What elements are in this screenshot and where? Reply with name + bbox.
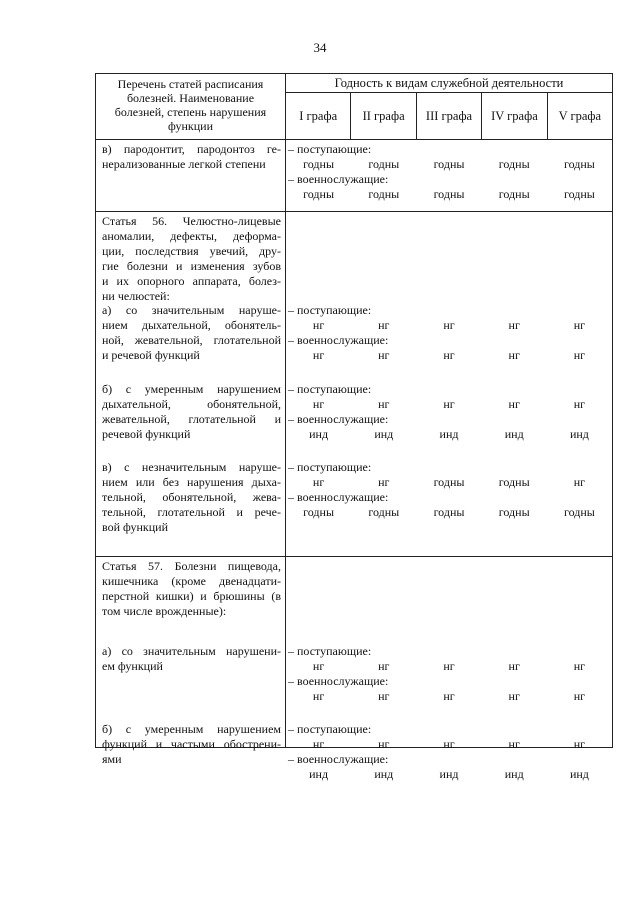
condition-line: нием или без нарушения дыха-: [102, 475, 281, 489]
column-header: V графа: [558, 108, 602, 123]
fitness-value: годны: [563, 187, 595, 201]
header-fitness: [286, 74, 612, 139]
condition-line: нерализованные легкой степени: [102, 157, 266, 171]
applicants-values: [286, 659, 612, 674]
fitness-value: нг: [508, 348, 520, 362]
applicants-label: – поступающие:: [288, 722, 372, 736]
condition-text: [102, 460, 281, 535]
fitness-value: нг: [378, 397, 390, 411]
header-left-line: Перечень статей расписания: [117, 77, 264, 91]
header-left-line: функции: [168, 119, 213, 133]
fitness-value: годны: [433, 475, 465, 489]
fitness-value: годны: [433, 157, 465, 171]
column-header: III графа: [417, 93, 482, 139]
applicants-values: [286, 157, 612, 172]
fitness-value: годны: [433, 187, 465, 201]
article-title: [102, 559, 281, 619]
condition-line: и речевой функций: [102, 348, 200, 362]
fitness-value: нг: [312, 659, 325, 673]
fitness-value: нг: [443, 689, 455, 703]
fitness-value: нг: [443, 348, 455, 362]
fitness-value: нг: [378, 737, 390, 751]
column-header: IV графа: [482, 93, 547, 139]
fitness-value: годны: [303, 187, 335, 201]
fitness-value: нг: [508, 318, 520, 332]
article-line: перстной кишки) и брюшины (в: [102, 589, 281, 603]
table-section: [96, 140, 612, 212]
fitness-values: [286, 722, 612, 782]
header-left-line: болезней, степень нарушения: [114, 105, 267, 119]
condition-line: вой функций: [102, 520, 168, 534]
fitness-value: инд: [569, 767, 589, 781]
servicemen-values: [286, 767, 612, 782]
applicants-values: [286, 737, 612, 752]
table-section: [96, 212, 612, 557]
fitness-value: нг: [312, 318, 325, 332]
header-fitness-title: Годность к видам служебной деятельности: [286, 74, 612, 93]
applicants-label: – поступающие:: [288, 382, 372, 396]
fitness-value: годны: [368, 157, 400, 171]
condition-line: речевой функций: [102, 427, 191, 441]
fitness-value: нг: [573, 397, 586, 411]
servicemen-values: [286, 187, 612, 202]
condition-line: жевательной, глотательной и: [102, 412, 281, 426]
fitness-value: нг: [508, 659, 520, 673]
header-left-line: болезней. Наименование: [126, 91, 255, 105]
condition-text: [102, 303, 281, 363]
fitness-value: годны: [563, 505, 595, 519]
fitness-value: инд: [569, 427, 589, 441]
article-line: Статья 56. Челюстно-лицевые: [102, 214, 281, 228]
condition-line: ем функций: [102, 659, 163, 673]
fitness-value: нг: [378, 318, 390, 332]
fitness-value: инд: [374, 767, 394, 781]
condition-text: [102, 722, 281, 767]
fitness-value: нг: [312, 737, 325, 751]
fitness-value: годны: [498, 187, 530, 201]
applicants-label: – поступающие:: [288, 644, 372, 658]
fitness-value: годны: [498, 505, 530, 519]
applicants-label: – поступающие:: [288, 142, 372, 156]
fitness-value: годны: [563, 157, 595, 171]
fitness-values: [286, 303, 612, 363]
servicemen-values: [286, 505, 612, 520]
article-line: Статья 57. Болезни пищевода,: [102, 559, 281, 573]
condition-text: [102, 644, 281, 674]
fitness-value: нг: [573, 737, 586, 751]
condition-line: б) с умеренным нарушением: [102, 722, 281, 736]
fitness-value: нг: [443, 318, 455, 332]
servicemen-label: – военнослужащие:: [288, 333, 389, 347]
servicemen-values: [286, 689, 612, 704]
section-values-cell: [286, 557, 612, 781]
article-line: том числе врожденные):: [102, 604, 227, 618]
article-line: ции, последствия увечий, дру-: [102, 244, 281, 258]
condition-line: ной, жевательной, глотательной: [102, 333, 281, 347]
fitness-value: годны: [368, 505, 400, 519]
servicemen-values: [286, 427, 612, 442]
fitness-value: нг: [443, 737, 455, 751]
article-line: и их опорного аппарата, болез-: [102, 274, 281, 288]
header-columns: [286, 93, 612, 139]
condition-line: тельной, обонятельной, жева-: [102, 490, 281, 504]
fitness-value: годны: [368, 187, 400, 201]
fitness-value: годны: [433, 505, 465, 519]
fitness-value: годны: [498, 475, 530, 489]
fitness-value: инд: [374, 427, 394, 441]
condition-line: в) пародонтит, пародонтоз ге-: [102, 142, 281, 156]
condition-line: а) со значительным нарушени-: [102, 644, 281, 658]
fitness-value: нг: [573, 348, 586, 362]
fitness-value: нг: [508, 737, 520, 751]
applicants-label: – поступающие:: [288, 303, 372, 317]
fitness-value: нг: [312, 348, 325, 362]
section-text-cell: [96, 140, 286, 211]
fitness-value: инд: [309, 427, 329, 441]
section-values-cell: [286, 140, 612, 211]
condition-line: б) с умеренным нарушением: [102, 382, 281, 396]
condition-line: дыхательной, обонятельной,: [102, 397, 281, 411]
fitness-value: инд: [439, 767, 459, 781]
fitness-value: нг: [443, 659, 455, 673]
applicants-label: – поступающие:: [288, 460, 372, 474]
servicemen-label: – военнослужащие:: [288, 674, 389, 688]
page-number: 34: [313, 40, 327, 55]
column-header: II графа: [351, 93, 416, 139]
fitness-value: нг: [508, 689, 520, 703]
fitness-value: нг: [378, 689, 390, 703]
fitness-values: [286, 644, 612, 704]
article-line: ни челюстей:: [102, 289, 170, 303]
condition-line: в) с незначительным наруше-: [102, 460, 281, 474]
condition-text: [102, 382, 281, 442]
fitness-table: [95, 73, 613, 781]
fitness-value: нг: [378, 475, 390, 489]
applicants-values: [286, 475, 612, 490]
fitness-value: нг: [508, 397, 520, 411]
fitness-values: [286, 382, 612, 442]
fitness-value: инд: [309, 767, 329, 781]
fitness-value: нг: [443, 397, 455, 411]
article-line: аномалии, дефекты, деформа-: [102, 229, 281, 243]
fitness-value: нг: [312, 689, 325, 703]
column-header: I графа: [286, 93, 351, 139]
condition-line: ями: [102, 752, 122, 766]
fitness-value: инд: [504, 767, 524, 781]
fitness-value: годны: [303, 157, 335, 171]
servicemen-label: – военнослужащие:: [288, 490, 389, 504]
fitness-value: нг: [378, 348, 390, 362]
servicemen-label: – военнослужащие:: [288, 752, 389, 766]
applicants-values: [286, 397, 612, 412]
section-text-cell: [96, 557, 286, 766]
fitness-value: инд: [504, 427, 524, 441]
fitness-value: нг: [573, 475, 586, 489]
fitness-value: годны: [303, 505, 335, 519]
fitness-value: нг: [378, 659, 390, 673]
applicants-values: [286, 318, 612, 333]
article-title: [102, 214, 281, 304]
condition-line: а) со значительным наруше-: [102, 303, 281, 317]
section-values-cell: [286, 212, 612, 556]
section-text-cell: [96, 212, 286, 556]
servicemen-values: [286, 348, 612, 363]
fitness-value: нг: [573, 318, 586, 332]
fitness-value: инд: [439, 427, 459, 441]
servicemen-label: – военнослужащие:: [288, 412, 389, 426]
condition-line: функций и частыми обострени-: [102, 737, 281, 751]
article-line: гие болезни и изменения зубов: [102, 259, 281, 273]
article-line: кишечника (кроме двенадцати-: [102, 574, 281, 588]
table-section: [96, 557, 612, 781]
header-article-list: [96, 74, 286, 139]
fitness-value: нг: [312, 475, 325, 489]
fitness-value: нг: [312, 397, 325, 411]
condition-text: [102, 142, 281, 172]
fitness-values: [286, 142, 612, 202]
condition-line: нием дыхательной, обонятель-: [102, 318, 281, 332]
condition-line: тельной, глотательной и рече-: [102, 505, 281, 519]
servicemen-label: – военнослужащие:: [288, 172, 389, 186]
fitness-value: нг: [573, 659, 586, 673]
fitness-value: нг: [573, 689, 586, 703]
table-header: [96, 74, 612, 140]
fitness-values: [286, 460, 612, 520]
fitness-value: годны: [498, 157, 530, 171]
